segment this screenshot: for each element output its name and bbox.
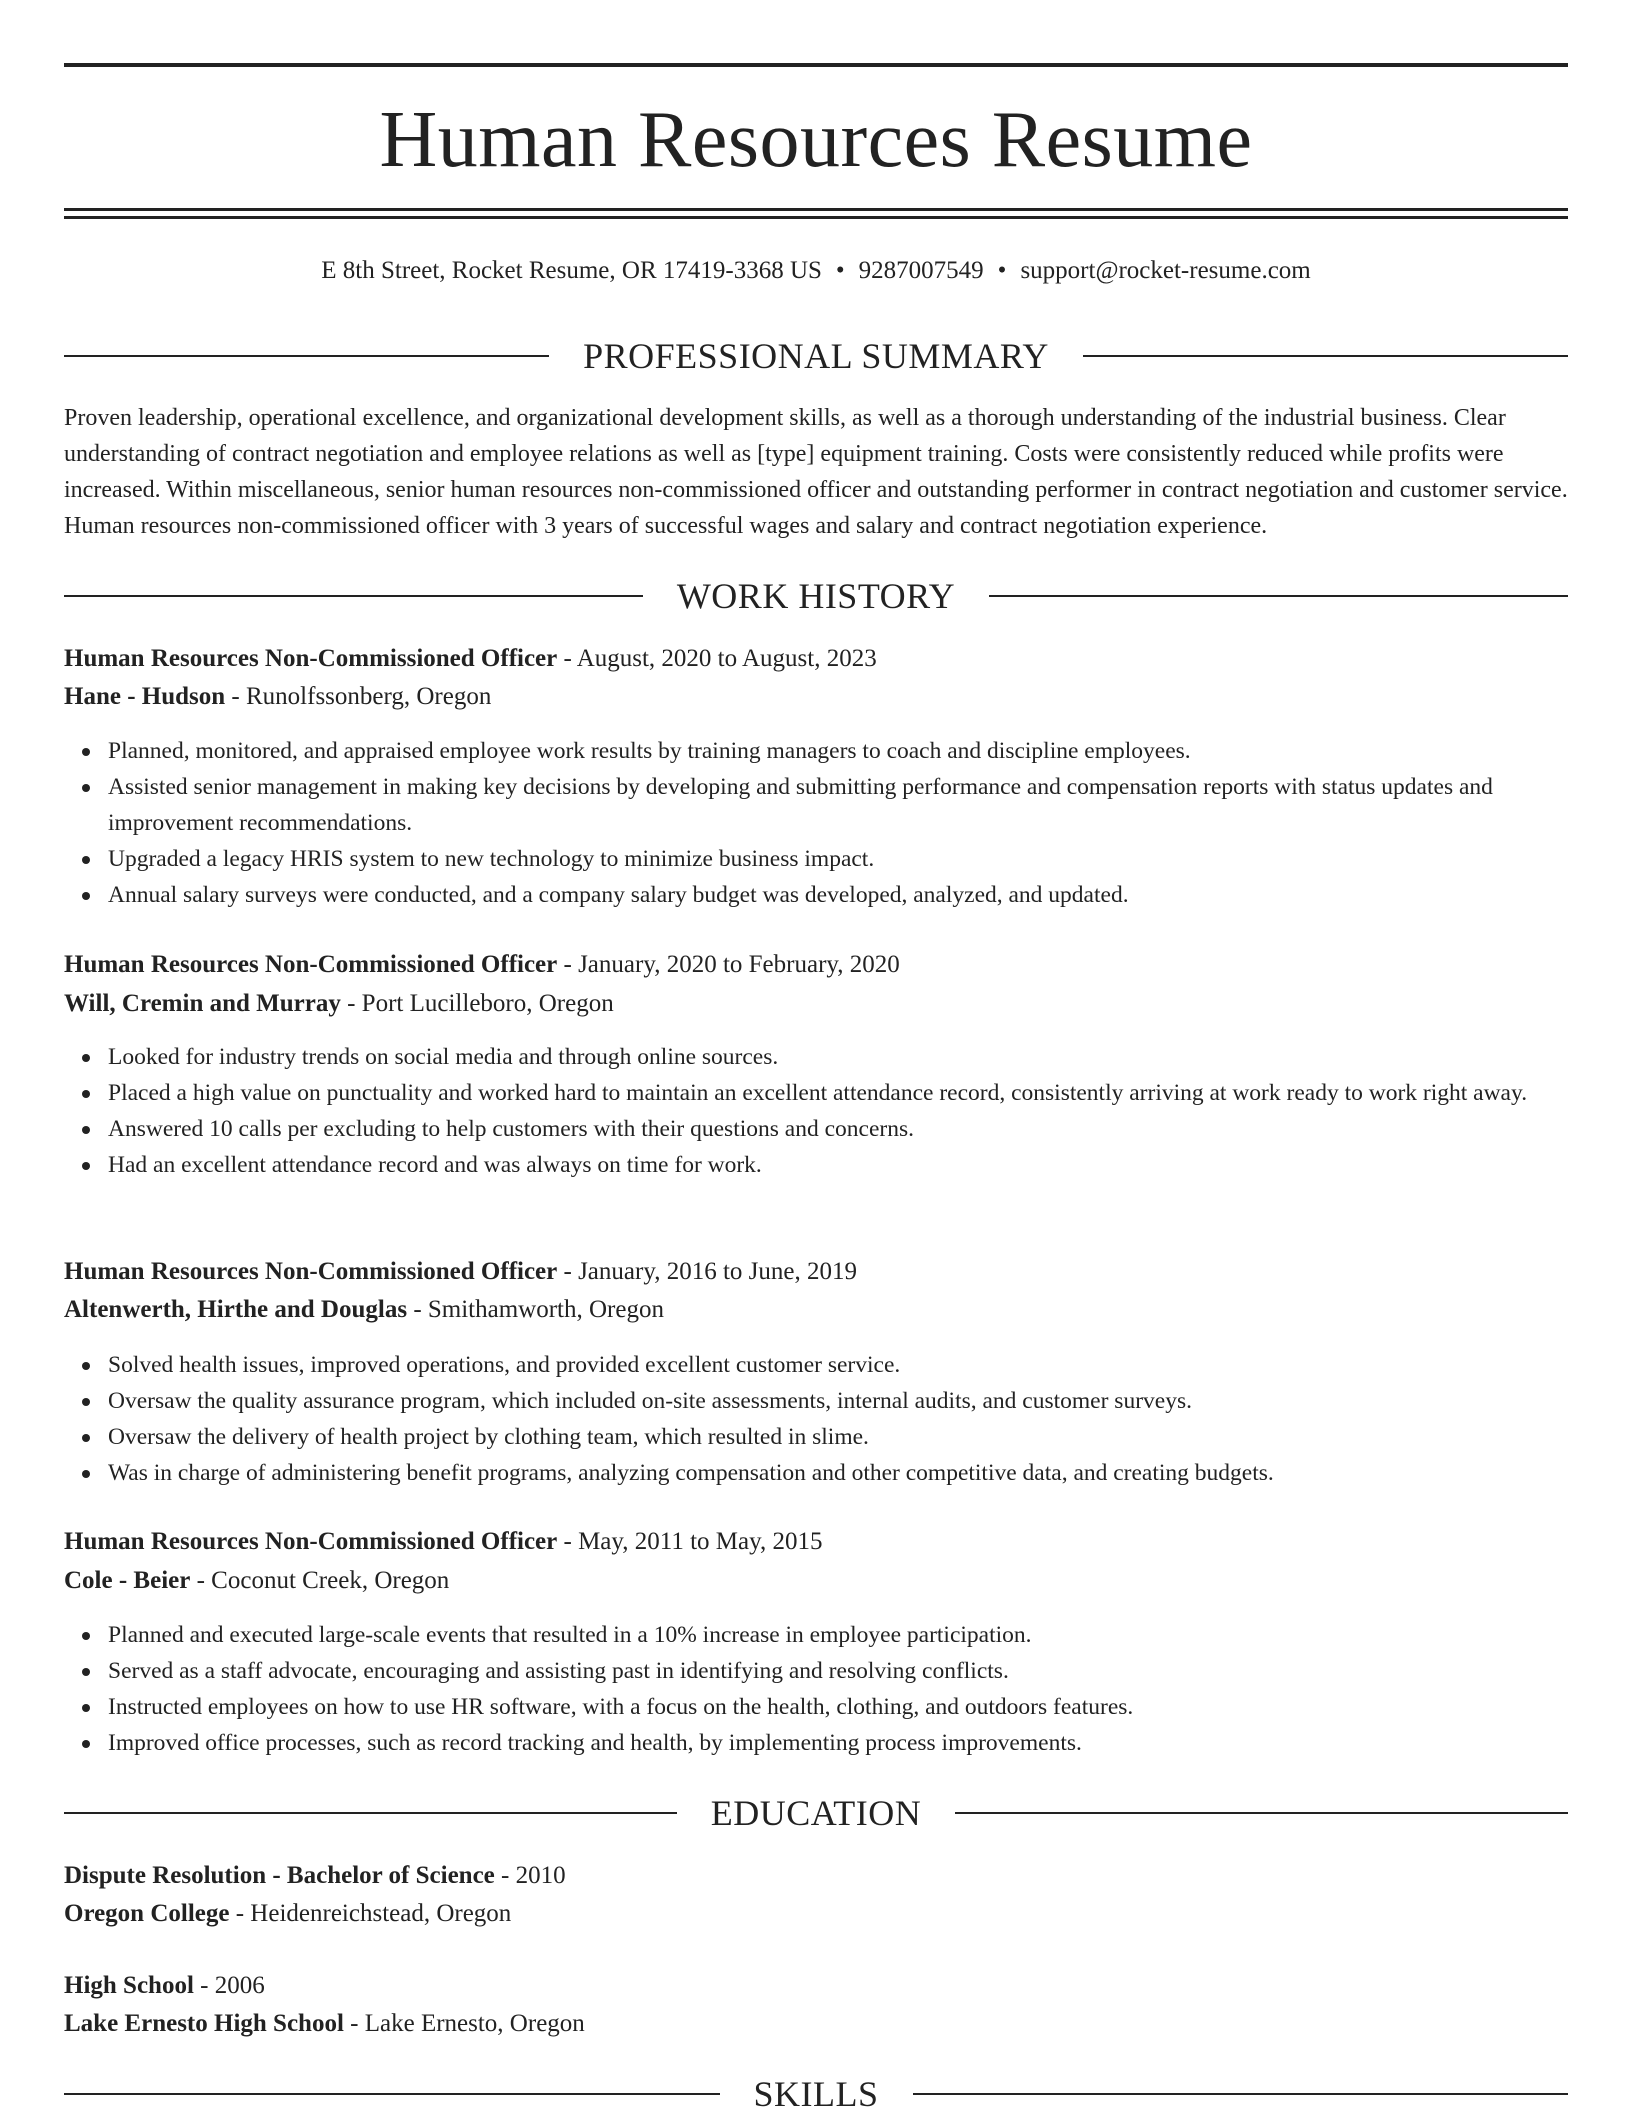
divider — [913, 2093, 1569, 2095]
list-item: Had an excellent attendance record and was always on time for work. — [108, 1147, 1612, 1183]
divider — [64, 2093, 720, 2095]
job-title-line — [64, 1524, 1568, 1560]
contact-line — [64, 254, 1568, 288]
skills-section-heading — [64, 2072, 1568, 2116]
job-bullets — [64, 1039, 1612, 1183]
list-item: Looked for industry trends on social media and through online sources. — [108, 1039, 1612, 1075]
list-item: Assisted senior management in making key decisions by developing and submitting performance and compensation reports with status updates and improvement recommendations. — [108, 769, 1612, 841]
job-company: Altenwerth, Hirthe and Douglas — [64, 1296, 408, 1323]
contact-separator: • — [997, 257, 1007, 284]
list-item: Oversaw the quality assurance program, which included on-site assessments, internal audits, and customer surveys. — [108, 1383, 1612, 1419]
contact-email: support@rocket-resume.com — [1020, 257, 1311, 284]
job-dates: - January, 2020 to February, 2020 — [557, 951, 900, 978]
education-school: Lake Ernesto High School — [64, 2010, 344, 2037]
education-school-line — [64, 2006, 1568, 2042]
job-bullets — [64, 1617, 1612, 1761]
divider — [989, 595, 1568, 597]
contact-phone: 9287007549 — [858, 257, 984, 284]
list-item: Was in charge of administering benefit programs, analyzing compensation and other competitive data, and creating budgets. — [108, 1455, 1612, 1491]
page-title: Human Resources Resume — [379, 96, 1253, 184]
list-item: Upgraded a legacy HRIS system to new technology to minimize business impact. — [108, 841, 1612, 877]
list-item: Placed a high value on punctuality and worked hard to maintain an excellent attendance record, consistently arriving at work ready to work right away. — [108, 1075, 1612, 1111]
job-company-line — [64, 1563, 1568, 1599]
list-item: Solved health issues, improved operations, and provided excellent customer service. — [108, 1347, 1612, 1383]
education-degree: High School — [64, 1972, 194, 1999]
education-degree: Dispute Resolution - Bachelor of Science — [64, 1862, 495, 1889]
job-company-line — [64, 679, 1568, 715]
top-rule — [64, 63, 1568, 67]
education-school: Oregon College — [64, 1900, 230, 1927]
job-title: Human Resources Non-Commissioned Officer — [64, 1258, 558, 1285]
list-item: Annual salary surveys were conducted, and a company salary budget was developed, analyzed, and updated. — [108, 877, 1612, 913]
education-location: - Heidenreichstead, Oregon — [229, 1900, 512, 1927]
summary-text: Proven leadership, operational excellence, and organizational development skills, as well as a thorough understanding of the industrial business. Clear understanding of contract negotiation and employee relations as well as [type] equipment training. Costs were consistently reduced while profits were increased. Within miscellaneous, senior human resources non-commissioned officer and outstanding performer in contract negotiation and customer service. Human resources non-commissioned officer with 3 years of successful wages and salary and contract negotiation experience. — [64, 405, 1568, 539]
section-title: WORK HISTORY — [676, 576, 956, 616]
divider — [955, 1812, 1568, 1814]
section-title: PROFESSIONAL SUMMARY — [583, 336, 1049, 376]
list-item: Improved office processes, such as record tracking and health, by implementing process improvements. — [108, 1725, 1612, 1761]
list-item: Answered 10 calls per excluding to help customers with their questions and concerns. — [108, 1111, 1612, 1147]
list-item: Oversaw the delivery of health project by clothing team, which resulted in slime. — [108, 1419, 1612, 1455]
list-item: Instructed employees on how to use HR software, with a focus on the health, clothing, and outdoors features. — [108, 1689, 1612, 1725]
education-section-heading — [64, 1791, 1568, 1835]
job-title: Human Resources Non-Commissioned Officer — [64, 951, 558, 978]
job-location: - Smithamworth, Oregon — [407, 1296, 664, 1323]
summary-section-heading — [64, 334, 1568, 378]
job-title-line — [64, 1254, 1568, 1290]
divider — [64, 595, 643, 597]
job-company: Hane - Hudson — [64, 683, 226, 710]
education-year: - 2006 — [193, 1972, 265, 1999]
section-title: SKILLS — [753, 2074, 879, 2114]
education-degree-line — [64, 1858, 1568, 1894]
job-location: - Port Lucilleboro, Oregon — [340, 990, 614, 1017]
divider — [1083, 355, 1568, 357]
job-company: Will, Cremin and Murray — [64, 990, 341, 1017]
title-double-rule-upper — [64, 208, 1568, 211]
contact-address: E 8th Street, Rocket Resume, OR 17419-3368 US — [321, 257, 822, 284]
education-location: - Lake Ernesto, Oregon — [343, 2010, 585, 2037]
education-degree-line — [64, 1968, 1568, 2004]
list-item: Served as a staff advocate, encouraging and assisting past in identifying and resolving conflicts. — [108, 1653, 1612, 1689]
title-double-rule-lower — [64, 216, 1568, 219]
job-dates: - May, 2011 to May, 2015 — [557, 1528, 823, 1555]
job-dates: - August, 2020 to August, 2023 — [557, 645, 877, 672]
job-company: Cole - Beier — [64, 1567, 191, 1594]
job-title-line — [64, 947, 1568, 983]
job-title: Human Resources Non-Commissioned Officer — [64, 645, 558, 672]
job-title: Human Resources Non-Commissioned Officer — [64, 1528, 558, 1555]
divider — [64, 1812, 677, 1814]
contact-separator: • — [835, 257, 845, 284]
education-school-line — [64, 1896, 1568, 1932]
job-location: - Runolfssonberg, Oregon — [225, 683, 492, 710]
job-company-line — [64, 1292, 1568, 1328]
section-title: EDUCATION — [710, 1793, 922, 1833]
education-year: - 2010 — [494, 1862, 566, 1889]
work-history-section-heading — [64, 574, 1568, 618]
job-location: - Coconut Creek, Oregon — [190, 1567, 450, 1594]
job-title-line — [64, 641, 1568, 677]
divider — [64, 355, 549, 357]
list-item: Planned, monitored, and appraised employee work results by training managers to coach and discipline employees. — [108, 733, 1612, 769]
job-bullets — [64, 733, 1612, 913]
list-item: Planned and executed large-scale events that resulted in a 10% increase in employee participation. — [108, 1617, 1612, 1653]
job-company-line — [64, 986, 1568, 1022]
job-dates: - January, 2016 to June, 2019 — [557, 1258, 857, 1285]
job-bullets — [64, 1347, 1612, 1491]
